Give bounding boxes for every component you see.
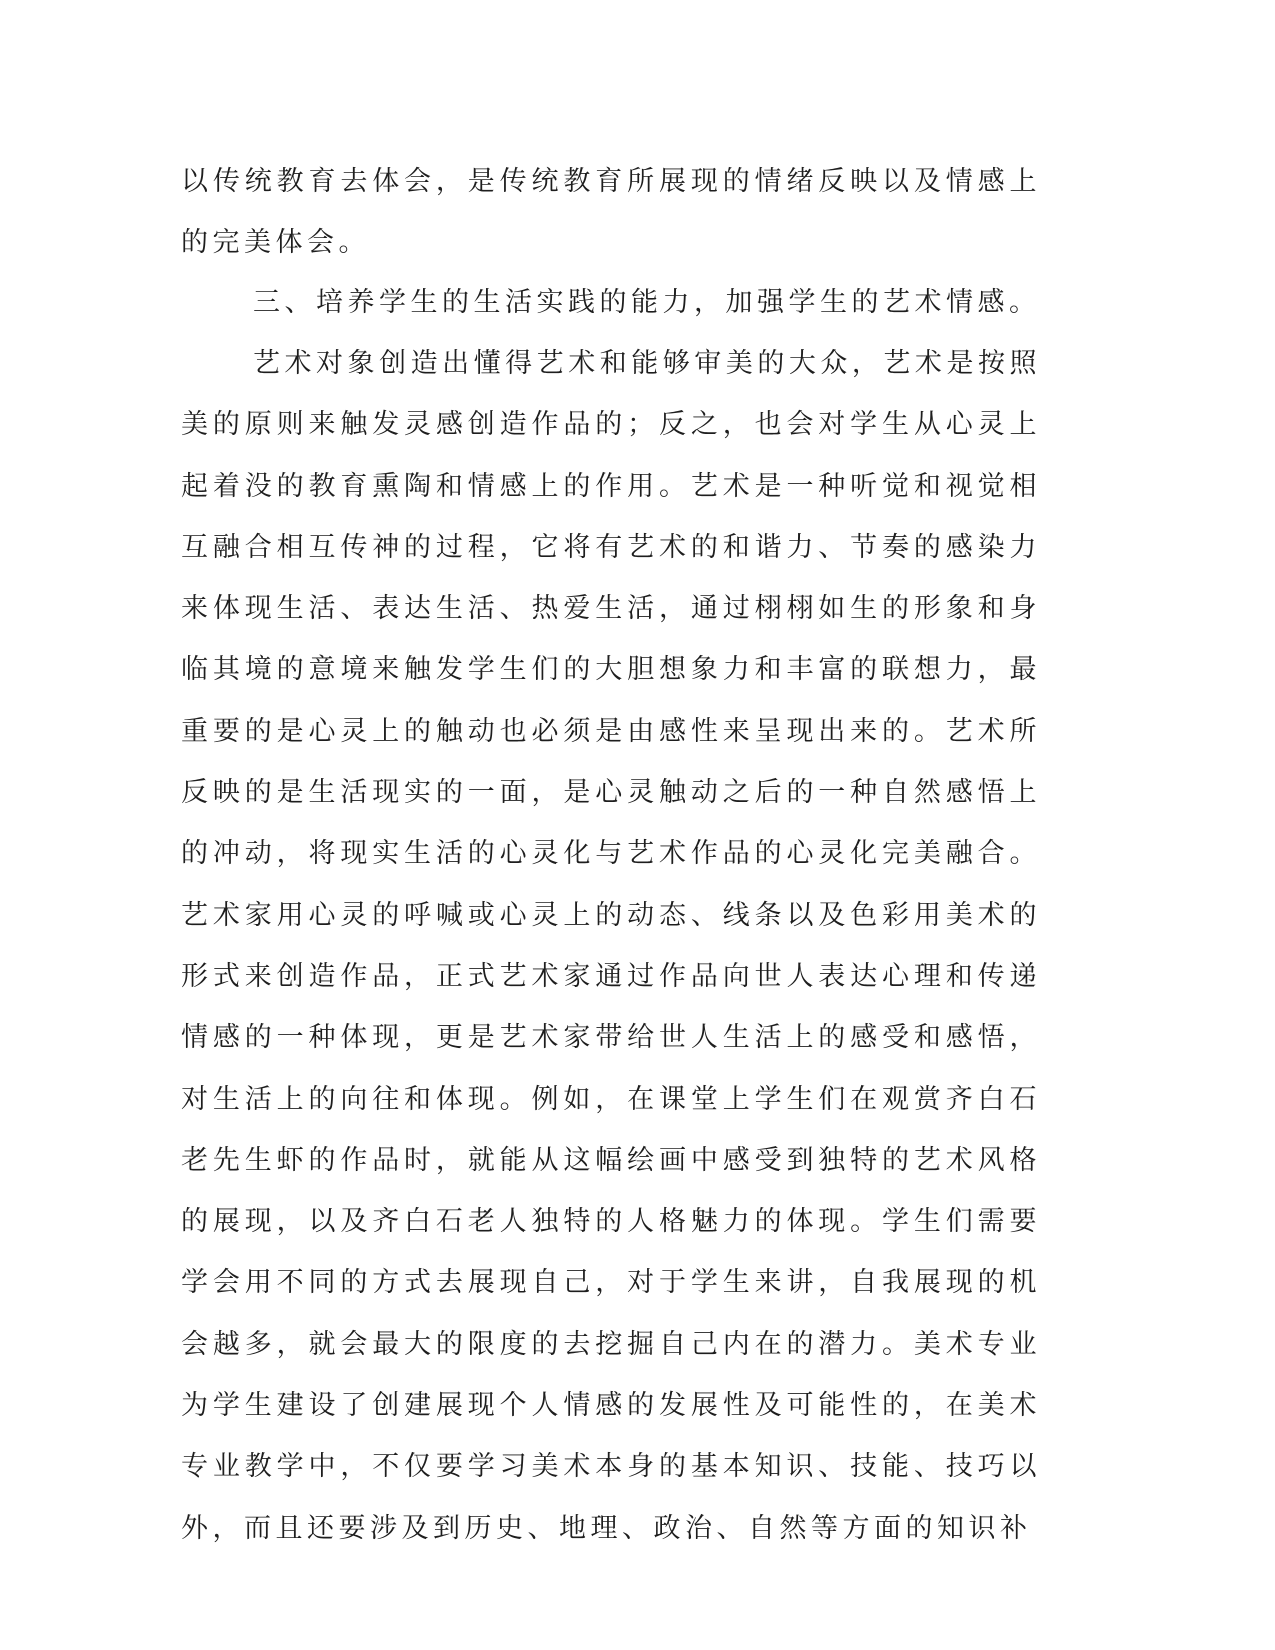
- body-paragraph: 艺术对象创造出懂得艺术和能够审美的大众，艺术是按照美的原则来触发灵感创造作品的；反之，也会对学生从心灵上起着没的教育熏陶和情感上的作用。艺术是一种听觉和视觉相互融合相互传神的过程，它将有艺术的和谐力、节奏的感染力来体现生活、表达生活、热爱生活，通过栩栩如生的形象和身临其境的意境来触发学生们的大胆想象力和丰富的联想力，最重要的是心灵上的触动也必须是由感性来呈现出来的。艺术所反映的是生活现实的一面，是心灵触动之后的一种自然感悟上的冲动，将现实生活的心灵化与艺术作品的心灵化完美融合。艺术家用心灵的呼喊或心灵上的动态、线条以及色彩用美术的形式来创造作品，正式艺术家通过作品向世人表达心理和传递情感的一种体现，更是艺术家带给世人生活上的感受和感悟，对生活上的向往和体现。例如，在课堂上学生们在观赏齐白石老先生虾的作品时，就能从这幅绘画中感受到独特的艺术风格的展现，以及齐白石老人独特的人格魅力的体现。学生们需要学会用不同的方式去展现自己，对于学生来讲，自我展现的机会越多，就会最大的限度的去挖掘自己内在的潜力。美术专业为学生建设了创建展现个人情感的发展性及可能性的，在美术专业教学中，不仅要学习美术本身的基本知识、技能、技巧以外，而且还要涉及到历史、地理、政治、自然等方面的知识补: [181, 348, 1041, 1544]
- paragraph-continuation: 以传统教育去体会，是传统教育所展现的情绪反映以及情感上的完美体会。: [181, 166, 1041, 259]
- section-heading: 三、培养学生的生活实践的能力，加强学生的艺术情感。: [253, 287, 1041, 318]
